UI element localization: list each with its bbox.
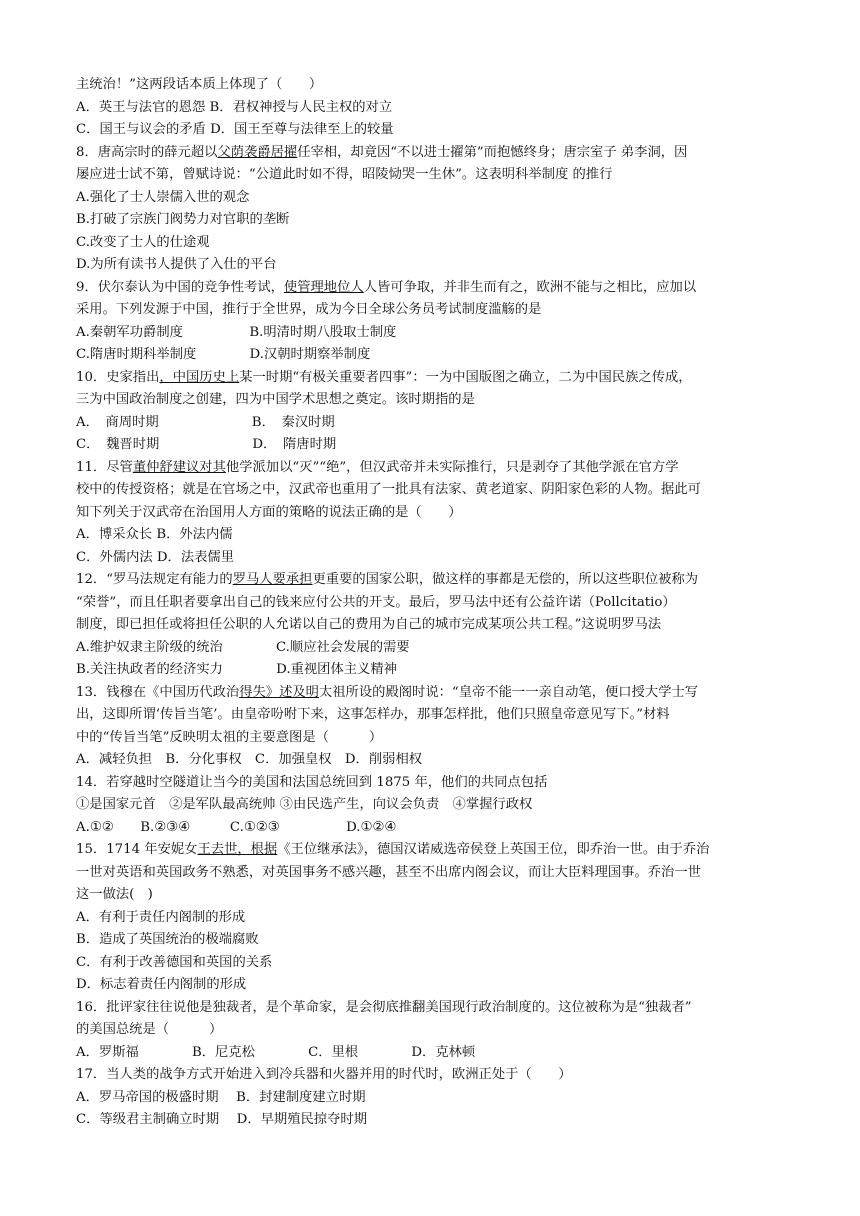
text-line xyxy=(76,749,788,772)
text-line xyxy=(76,794,788,817)
text-line xyxy=(76,569,788,592)
text-segment: 采用。下列发源于中国，推行于全世界，成为今日全球公务员考试制度滥觞的是 xyxy=(76,302,542,317)
text-line xyxy=(76,884,788,907)
text-line xyxy=(76,524,788,547)
text-segment: A．英王与法官的恩怨 B．君权神授与人民主权的对立 xyxy=(76,99,393,115)
text-segment: 8．唐高宗时的薛元超以 xyxy=(76,144,218,160)
text-line xyxy=(76,74,788,97)
text-segment: 这一做法( ) xyxy=(76,887,153,902)
text-line xyxy=(76,772,788,795)
text-segment: C．国王与议会的矛盾 D．国王至尊与法律至上的较量 xyxy=(76,122,394,137)
text-segment: A.①② B.②③④ C.①②③ D.①②④ xyxy=(76,819,397,835)
text-line xyxy=(76,187,788,210)
text-segment: 校中的传授资格；就是在官场之中，汉武帝也重用了一批具有法家、黄老道家、阴阳家色彩的人物。据此可 xyxy=(76,482,701,497)
text-line xyxy=(76,344,788,367)
text-line xyxy=(76,502,788,525)
text-segment: 太祖所设的殿阁时说：“皇帝不能一一亲自动笔，便口授大学士写 xyxy=(318,684,699,700)
underlined-text: 得失》述及明 xyxy=(239,684,319,700)
text-segment: B.关注执政者的经济实力 D.重视团体主义精神 xyxy=(76,662,397,677)
text-segment: 9．伏尔泰认为中国的竞争性考试， xyxy=(76,279,284,295)
text-line xyxy=(76,1064,788,1087)
text-line xyxy=(76,682,788,705)
text-segment: D．标志着责任内阁制的形成 xyxy=(76,977,247,992)
underlined-text: ，中国历史上 xyxy=(159,369,240,385)
text-segment: 他学派加以“灭”“绝”，但汉武帝并未实际推行，只是剥夺了其他学派在官方学 xyxy=(225,459,679,475)
text-line xyxy=(76,929,788,952)
text-segment: 出，这即所谓‘传旨当笔’。由皇帝吩咐下来，这事怎样办，那事怎样批，他们只照皇帝意见写下。”材料 xyxy=(76,707,670,722)
text-line xyxy=(76,209,788,232)
text-line xyxy=(76,547,788,570)
text-segment: C．外儒内法 D．法表儒里 xyxy=(76,549,235,565)
text-line xyxy=(76,367,788,390)
text-line xyxy=(76,997,788,1020)
text-line xyxy=(76,412,788,435)
text-line xyxy=(76,817,788,840)
text-line xyxy=(76,1042,788,1065)
text-line xyxy=(76,637,788,660)
text-line xyxy=(76,434,788,457)
underlined-text: 王去世，根据 xyxy=(197,842,278,857)
text-segment: 《王位继承法》，德国汉诺威选帝侯登上英国王位，即乔治一世。由于乔治 xyxy=(277,842,710,857)
text-line xyxy=(76,704,788,727)
text-segment: 中的“传旨当笔”反映明太祖的主要意图是（ ） xyxy=(76,729,383,745)
text-segment: 10．史家指出 xyxy=(76,369,160,385)
text-segment: 三为中国政治制度之创建，四为中国学术思想之奠定。该时期指的是 xyxy=(76,392,475,407)
text-segment: B.打破了宗族门阀势力对官职的垄断 xyxy=(76,212,290,227)
text-segment: C.隋唐时期科举制度 D.汉朝时期察举制度 xyxy=(76,347,371,362)
text-segment: 16．批评家往往说他是独裁者，是个革命家，是会彻底推翻美国现行政治制度的。这位被称为是“独裁者” xyxy=(76,999,692,1015)
text-line xyxy=(76,389,788,412)
text-segment: C.改变了士人的仕途观 xyxy=(76,234,210,250)
text-line xyxy=(76,322,788,345)
text-segment: A． 商周时期 B． 秦汉时期 xyxy=(76,414,335,430)
text-segment: 制度，即已担任或将担任公职的人允诺以自己的费用为自己的城市完成某项公共工程。”这说明罗马法 xyxy=(76,617,662,632)
text-line xyxy=(76,659,788,682)
text-segment: 17．当人类的战争方式开始进入到冷兵器和火器并用的时代时，欧洲正处于（ ） xyxy=(76,1067,572,1082)
text-line xyxy=(76,254,788,277)
text-line xyxy=(76,232,788,255)
text-segment: 一世对英语和英国政务不熟悉，对英国事务不感兴趣，甚至不出席内阁会议，而让大臣料理国事。乔治一世 xyxy=(76,864,701,880)
text-line xyxy=(76,614,788,637)
text-segment: A．减轻负担 B．分化事权 C．加强皇权 D．削弱相权 xyxy=(76,752,423,767)
text-segment: A．有利于责任内阁制的形成 xyxy=(76,909,246,925)
text-segment: 14．若穿越时空隧道让当今的美国和法国总统回到 1875 年，他们的共同点包括 xyxy=(76,774,548,790)
text-line xyxy=(76,1019,788,1042)
text-line xyxy=(76,1087,788,1110)
text-segment: 更重要的国家公职，做这样的事都是无偿的，所以这些职位被称为 xyxy=(312,572,699,587)
text-segment: 主统治！”这两段话本质上体现了（ ） xyxy=(76,77,323,92)
text-line xyxy=(76,277,788,300)
text-segment: ①是国家元首 ②是军队最高统帅 ③由民选产生，向议会负责 ④掌握行政权 xyxy=(76,797,533,812)
text-segment: D.为所有读书人提供了入仕的平台 xyxy=(76,257,277,272)
underlined-text: 罗马人要承担 xyxy=(232,572,313,587)
text-segment: 某一时期“有极关重要者四事”：一为中国版图之确立，二为中国民族之传成， xyxy=(239,369,692,385)
text-line xyxy=(76,457,788,480)
text-segment: A.维护奴隶主阶级的统治 C.顺应社会发展的需要 xyxy=(76,639,410,655)
text-line xyxy=(76,907,788,930)
underlined-text: 使管理地位人 xyxy=(283,279,364,295)
text-segment: B．造成了英国统治的极端腐败 xyxy=(76,932,259,947)
text-line xyxy=(76,1109,788,1132)
text-line xyxy=(76,952,788,975)
text-segment: 人皆可争取，并非生而有之，欧洲不能与之相比，应加以 xyxy=(363,279,697,295)
text-line xyxy=(76,727,788,750)
text-segment: 的美国总统是（ ） xyxy=(76,1022,223,1037)
text-segment: 13．钱穆在《中国历代政治 xyxy=(76,684,240,700)
text-line xyxy=(76,299,788,322)
text-line xyxy=(76,142,788,165)
text-line xyxy=(76,839,788,862)
text-line xyxy=(76,479,788,502)
text-segment: 15．1714 年安妮女 xyxy=(76,842,198,857)
text-segment: C．有利于改善德国和英国的关系 xyxy=(76,954,273,970)
text-line xyxy=(76,974,788,997)
text-segment: A．罗斯福 B．尼克松 C．里根 D．克林顿 xyxy=(76,1044,476,1060)
text-segment: A．罗马帝国的极盛时期 B．封建制度建立时期 xyxy=(76,1089,366,1105)
text-segment: 11．尽管 xyxy=(76,459,133,475)
text-segment: 屡应进士试不第，曾赋诗说：“公道此时如不得，昭陵恸哭一生休”。这表明科举制度 的推行 xyxy=(76,167,613,182)
text-segment: 12．“罗马法规定有能力的 xyxy=(76,572,233,587)
text-segment: A.强化了士人崇儒入世的观念 xyxy=(76,189,250,205)
document-page xyxy=(76,74,788,1132)
underlined-text: 董仲舒建议对其 xyxy=(132,459,226,475)
text-line xyxy=(76,862,788,885)
text-segment: “荣誉”，而且任职者要拿出自己的钱来应付公共的开支。最后，罗马法中还有公益许诺（Pollcitatio） xyxy=(76,594,676,610)
text-segment: C．等级君主制确立时期 D．早期殖民掠夺时期 xyxy=(76,1112,367,1127)
text-segment: 任宰相，却竟因“不以进士擢第”而抱憾终身；唐宗室子 弟李洞，因 xyxy=(297,144,688,160)
text-segment: 知下列关于汉武帝在治国用人方面的策略的说法正确的是（ ） xyxy=(76,504,462,520)
text-line xyxy=(76,592,788,615)
text-line xyxy=(76,97,788,120)
underlined-text: 父荫袭爵居擢 xyxy=(217,144,298,160)
text-segment: A.秦朝军功爵制度 B.明清时期八股取士制度 xyxy=(76,324,397,340)
text-line xyxy=(76,164,788,187)
text-segment: A．博采众长 B．外法内儒 xyxy=(76,527,233,542)
text-segment: C． 魏晋时期 D． 隋唐时期 xyxy=(76,437,337,452)
text-line xyxy=(76,119,788,142)
